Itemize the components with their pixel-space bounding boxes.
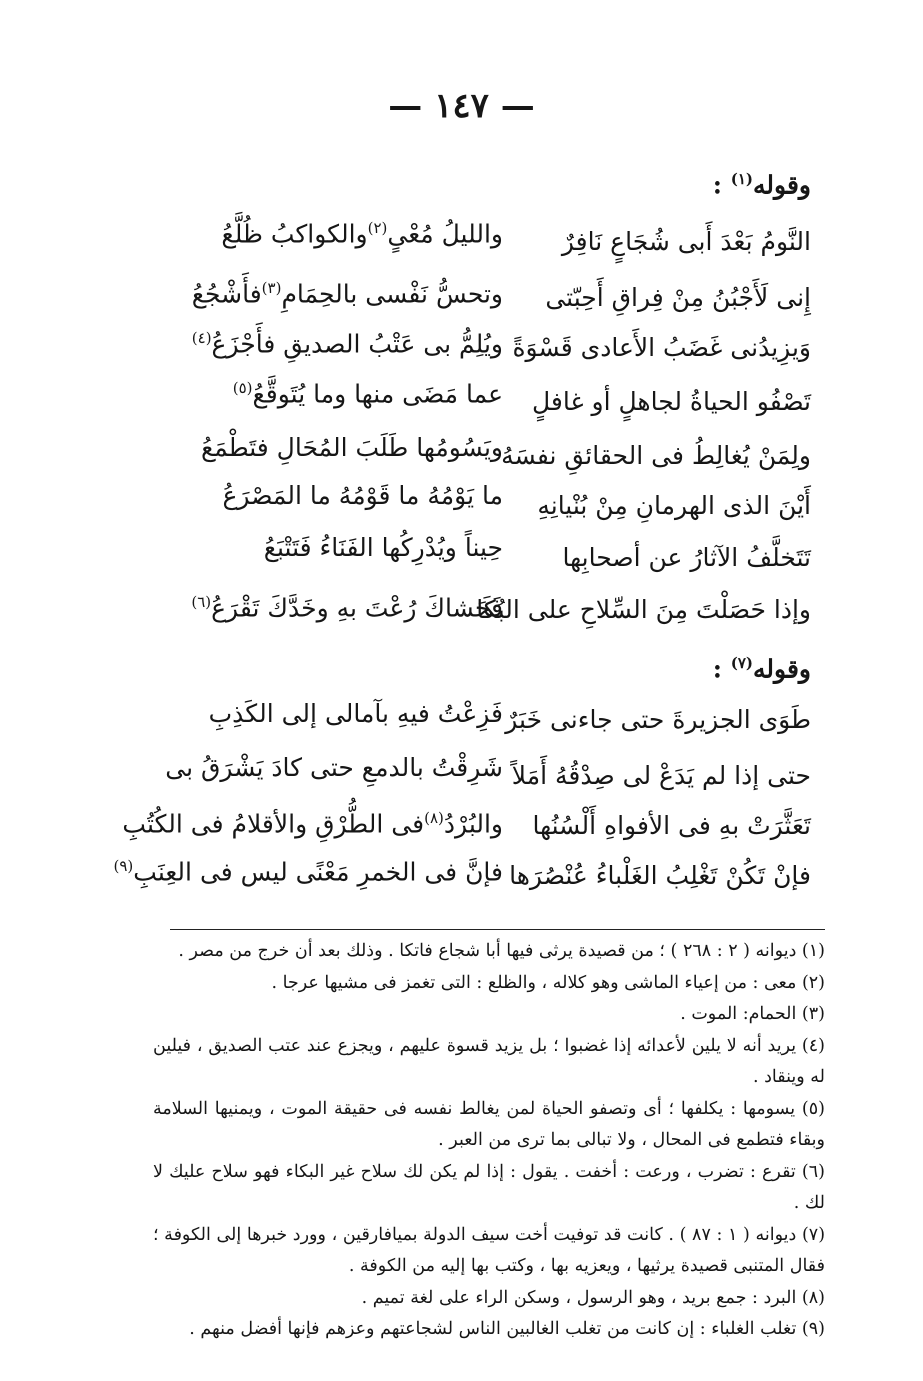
hemistich-text: عما مَضَى منها وما يُتَوقَّعُ <box>252 379 503 409</box>
footnotes <box>153 936 825 1346</box>
hemistich-text: فى الطُّرْقِ والأقلامُ فى الكُتُبِ <box>122 809 425 839</box>
hemistich-text: والبُرْدُ <box>443 809 503 839</box>
verse-5-first-hemistich: ولِمَنْ يُغالِطُ فى الحقائقِ نفسَهُ <box>501 441 811 470</box>
footnote-ref: (٧) <box>730 654 754 672</box>
footnote-ref: (٨) <box>424 809 444 827</box>
footnote-divider <box>170 929 825 930</box>
footnote-6: (٦) تقرع : تضرب ، ورعت : أخفت . يقول : إذا لم يكن لك سلاح غير البكاء فهو سلاح عليك لا لك . <box>153 1161 825 1213</box>
hemistich-text: وتحسُّ نَفْسى بالحِمَامِ <box>281 279 503 309</box>
verse-6-second-hemistich: ما يَوْمُهُ ما قَوْمُهُ ما المَصْرَعُ <box>222 481 503 510</box>
footnote-8: (٨) البرد : جمع بريد ، وهو الرسول ، وسكن الراء على لغة تميم . <box>361 1287 825 1308</box>
heading-intro: وقوله <box>753 654 811 684</box>
footnote-5: (٥) يسومها : يكلفها ؛ أى وتصفو الحياة لمن يغالط نفسه فى حقيقة الموت ، ويمنيها السلامة وبقاء فتطمع فى المحال ، ولا تبالى بما ترى من العبر . <box>153 1098 825 1150</box>
section-heading <box>713 170 811 199</box>
verse-11-first-hemistich: تَعَثَّرَتْ بهِ فى الأفواهِ أَلْسُنُها <box>532 811 811 840</box>
verse-2-first-hemistich: إِنى لَأَجْبُنُ مِنْ فِراقِ أَحِبّتى <box>545 283 811 312</box>
page-number: — ١٤٧ — <box>388 86 535 126</box>
hemistich-text: فإنَّ فى الخمرِ مَعْنًى ليس فى العِنَبِ <box>133 857 503 887</box>
verse-5-second-hemistich: ويَسُومُها طَلَبَ المُحَالِ فتَطْمَعُ <box>200 433 503 462</box>
footnote-1: (١) ديوانه ( ٢ : ٢٦٨ ) ؛ من قصيدة يرثى فيها أبا شجاع فاتكا . وذلك بعد أن خرج من مصر . <box>178 941 825 961</box>
verse-11-second-hemistich <box>122 798 503 844</box>
verse-7-first-hemistich: تَتَخلَّفُ الآثارُ عن أصحابِها <box>562 543 811 572</box>
verse-10-first-hemistich: حتى إذا لم يَدَعْ لى صِدْقُهُ أَمَلاً <box>511 761 811 790</box>
hemistich-text: فَحَشاكَ رُعْتَ بهِ وخَدَّكَ تَقْرَعُ <box>211 593 503 623</box>
footnote-ref: (١) <box>730 170 754 188</box>
footnote-ref: (٩) <box>113 857 134 875</box>
verse-3-first-hemistich: وَيزِيدُنى غَضَبُ الأَعادى قَسْوَةً <box>512 333 811 362</box>
heading-colon: : <box>712 170 723 200</box>
verse-1-first-hemistich: النَّومُ بَعْدَ أَبى شُجَاعٍ نَافِرٌ <box>561 227 811 256</box>
hemistich-text: والليلُ مُعْىٍ <box>387 219 503 249</box>
verse-4-second-hemistich <box>232 368 503 414</box>
hemistich-text: والكواكبُ ظُلَّعُ <box>221 219 368 249</box>
verse-10-second-hemistich: شَرِقْتُ بالدمعِ حتى كادَ يَشْرَقُ بى <box>165 753 503 782</box>
footnote-ref: (٢) <box>367 219 388 237</box>
verse-4-first-hemistich: تَصْفُو الحياةُ لجاهلٍ أو غافلٍ <box>531 387 811 416</box>
verse-8-first-hemistich: وإذا حَصَلْتَ مِنَ السِّلاحِ على البُكَا <box>476 595 811 624</box>
footnote-ref: (٤) <box>191 329 212 347</box>
verse-9-first-hemistich: طَوَى الجزيرةَ حتى جاءنى خَبَرٌ <box>505 705 811 734</box>
footnote-ref: (٣) <box>261 279 282 297</box>
footnote-ref: (٦) <box>191 593 212 611</box>
footnote-3: (٣) الحمام: الموت . <box>680 1004 825 1024</box>
footnote-ref: (٥) <box>232 379 253 397</box>
verse-6-first-hemistich: أَيْنَ الذى الهرمانِ مِنْ بُنْيانِهِ <box>537 491 811 520</box>
verse-1-second-hemistich <box>221 208 503 254</box>
verse-12-first-hemistich: فإنْ تَكُنْ تَغْلِبُ الغَلْباءُ عُنْصُرَها <box>509 861 811 890</box>
footnote-4: (٤) يريد أنه لا يلين لأعدائه إذا غضبوا ؛ بل يزيد قسوة عليهم ، ويجزع عند عتب الصديق ، فيلين له وينقاد . <box>153 1035 825 1087</box>
verse-12-second-hemistich <box>113 846 503 892</box>
verse-2-second-hemistich <box>191 268 503 314</box>
verse-7-second-hemistich: حِيناً ويُدْرِكُها الفَنَاءُ فَتَتْبَعُ <box>263 533 503 562</box>
footnote-9: (٩) تغلب الغلباء : إن كانت من تغلب الغالبين الناس لشجاعتهم وعزهم فإنها أفضل منهم . <box>189 1319 825 1339</box>
section-heading <box>713 654 811 683</box>
verse-9-second-hemistich: فَزِعْتُ فيهِ بآمالى إلى الكَذِبِ <box>208 699 503 728</box>
heading-intro: وقوله <box>753 170 811 200</box>
heading-colon: : <box>712 654 723 684</box>
verse-8-second-hemistich <box>191 582 503 628</box>
footnote-7: (٧) ديوانه ( ١ : ٨٧ ) . كانت قد توفيت أخت سيف الدولة بميافارقين ، وورد خبرها إلى الكوفة ؛ فقال المتنبى قصيدة يرثيها ، ويعزيه بها ، وكتب بها إليه من الكوفة . <box>153 1224 826 1276</box>
verse-3-second-hemistich <box>191 318 503 364</box>
footnote-2: (٢) معى : من إعياء الماشى وهو كلاله ، والظلع : التى تغمز فى مشيها عرجا . <box>271 972 825 993</box>
hemistich-text: فأَشْجُعُ <box>191 279 262 309</box>
hemistich-text: ويُلِمُّ بى عَتْبُ الصديقِ فأَجْزَعُ <box>211 329 503 359</box>
